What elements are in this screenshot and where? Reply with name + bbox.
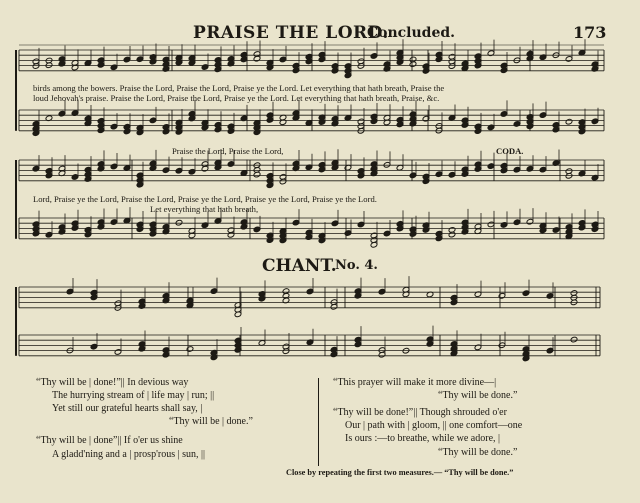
coda-label: CODA. bbox=[496, 146, 524, 156]
lyrics-top-line2: loud Jehovah's praise. Praise the Lord, Praise the Lord, Praise ye the Lord. Let everything that hath breath, Praise, &c. bbox=[33, 93, 440, 103]
lyrics-mid-left: Praise the Lord, Praise the Lord, bbox=[172, 146, 284, 156]
note-head bbox=[565, 118, 573, 125]
lyrics-mid: Lord, Praise ye the Lord, Praise the Lord, Praise ye the Lord, Praise ye the Lord, Praise ye the Lord. bbox=[33, 194, 377, 204]
note-head bbox=[175, 219, 183, 226]
lyrics-top-line1: birds among the bowers. Praise the Lord, Praise the Lord, Praise ye the Lord. Let everything that hath breath, Praise the bbox=[33, 83, 445, 93]
verse-left-3: Yet still our grateful hearts shall say, | bbox=[52, 403, 203, 414]
verse-left-2: The hurrying stream of | life may | run; || bbox=[52, 390, 215, 401]
verse-left-5: “Thy will be | done”|| If o'er us shine bbox=[36, 435, 183, 446]
footnote: Close by repeating the first two measures.— “Thy will be done.” bbox=[286, 468, 514, 477]
verse-right-1: “This prayer will make it more divine—| bbox=[333, 377, 497, 388]
chant-title: CHANT. bbox=[262, 256, 337, 276]
verse-divider bbox=[318, 378, 319, 466]
verse-right-2: “Thy will be done.” bbox=[438, 390, 518, 401]
verse-right-3: “Thy will be done!”|| Though shrouded o'er bbox=[333, 407, 507, 418]
chant-number: No. 4. bbox=[335, 258, 378, 273]
note-head bbox=[186, 346, 194, 353]
verse-right-6: “Thy will be done.” bbox=[438, 447, 518, 458]
verse-left-6: A gladd'ning and a | prosp'rous | sun, || bbox=[52, 449, 205, 460]
verse-left-1: “Thy will be | done!”|| In devious way bbox=[36, 377, 189, 388]
hymn-title: PRAISE THE LORD. bbox=[193, 23, 389, 43]
verse-left-4: “Thy will be | done.” bbox=[169, 416, 253, 427]
note-head bbox=[570, 336, 578, 343]
lyrics-mid2: Let everything that hath breath, bbox=[150, 204, 259, 214]
hymn-subtitle: Concluded. bbox=[367, 25, 456, 41]
verse-right-5: Is ours :—to breathe, while we adore, | bbox=[345, 433, 501, 444]
page-number: 173 bbox=[573, 23, 607, 42]
verse-right-4: Our | path with | gloom, || one comfort—one bbox=[345, 420, 523, 431]
